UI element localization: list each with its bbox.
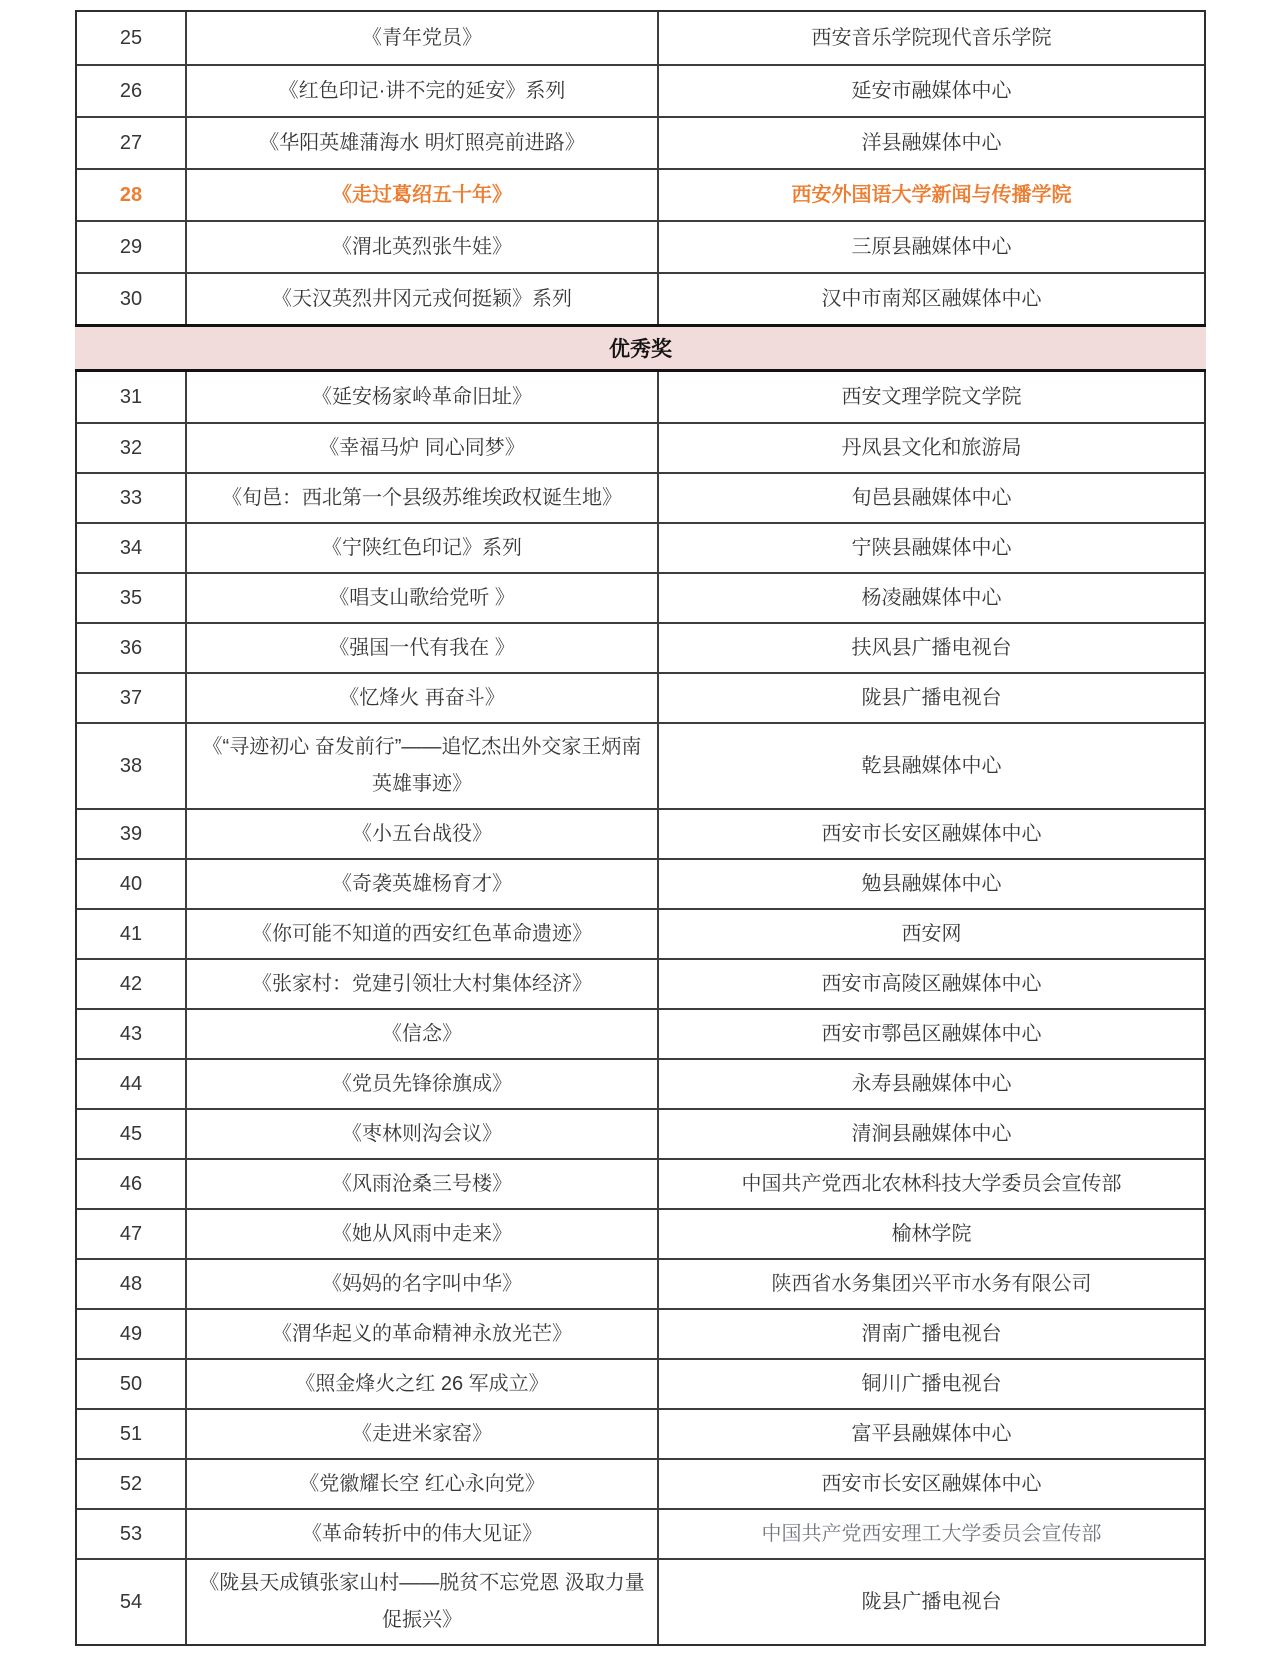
org-cell: 铜川广播电视台 — [657, 1360, 1204, 1408]
table-row — [77, 1108, 1204, 1158]
table-row — [77, 1558, 1204, 1644]
rank-cell: 52 — [119, 1472, 143, 1495]
title-cell: 《革命转折中的伟大见证》 — [185, 1510, 657, 1558]
table-row — [77, 722, 1204, 808]
org-cell: 西安市长安区融媒体中心 — [657, 1460, 1204, 1508]
table-row — [77, 12, 1204, 64]
table-row — [77, 858, 1204, 908]
table-row — [77, 1058, 1204, 1108]
title-cell: 《你可能不知道的西安红色革命遗迹》 — [185, 910, 657, 958]
table-row — [77, 116, 1204, 168]
table-row — [77, 1308, 1204, 1358]
rank-cell: 44 — [119, 1072, 143, 1095]
org-cell: 旬邑县融媒体中心 — [657, 474, 1204, 522]
org-cell: 西安网 — [657, 910, 1204, 958]
title-cell: 《幸福马炉 同心同梦》 — [185, 424, 657, 472]
rank-cell: 50 — [119, 1372, 143, 1395]
rank-cell: 29 — [119, 235, 143, 258]
org-cell: 陕西省水务集团兴平市水务有限公司 — [657, 1260, 1204, 1308]
rank-cell: 28 — [119, 183, 143, 206]
org-cell: 西安市长安区融媒体中心 — [657, 810, 1204, 858]
org-cell: 中国共产党西北农林科技大学委员会宣传部 — [657, 1160, 1204, 1208]
org-cell: 汉中市南郑区融媒体中心 — [657, 274, 1204, 324]
table-row — [77, 168, 1204, 220]
rank-cell: 45 — [119, 1122, 143, 1145]
title-cell: 《党员先锋徐旗成》 — [185, 1060, 657, 1108]
title-cell: 《枣林则沟会议》 — [185, 1110, 657, 1158]
section-header-excellence-award: 优秀奖 — [75, 324, 1206, 372]
org-cell: 中国共产党西安理工大学委员会宣传部 — [657, 1510, 1204, 1558]
title-cell: 《奇袭英雄杨育才》 — [185, 860, 657, 908]
title-cell: 《陇县天成镇张家山村——脱贫不忘党恩 汲取力量促振兴》 — [185, 1560, 657, 1644]
rank-cell: 30 — [119, 287, 143, 310]
table-row — [77, 422, 1204, 472]
rank-cell: 40 — [119, 872, 143, 895]
award-rows-excellence-section — [77, 372, 1204, 1644]
title-cell: 《小五台战役》 — [185, 810, 657, 858]
title-cell: 《旬邑：西北第一个县级苏维埃政权诞生地》 — [185, 474, 657, 522]
org-cell: 西安外国语大学新闻与传播学院 — [657, 170, 1204, 220]
table-row — [77, 958, 1204, 1008]
rank-cell: 32 — [119, 436, 143, 459]
title-cell: 《“寻迹初心 奋发前行”——追忆杰出外交家王炳南英雄事迹》 — [185, 724, 657, 808]
rank-cell: 37 — [119, 686, 143, 709]
table-row — [77, 1258, 1204, 1308]
title-cell: 《青年党员》 — [185, 12, 657, 64]
rank-cell: 46 — [119, 1172, 143, 1195]
title-cell: 《照金烽火之红 26 军成立》 — [185, 1360, 657, 1408]
table-row — [77, 1358, 1204, 1408]
award-rows-top-section — [77, 12, 1204, 324]
org-cell: 延安市融媒体中心 — [657, 66, 1204, 116]
table-row — [77, 1508, 1204, 1558]
title-cell: 《她从风雨中走来》 — [185, 1210, 657, 1258]
title-cell: 《红色印记·讲不完的延安》系列 — [185, 66, 657, 116]
rank-cell: 53 — [119, 1522, 143, 1545]
org-cell: 陇县广播电视台 — [657, 674, 1204, 722]
table-row — [77, 808, 1204, 858]
org-cell: 西安文理学院文学院 — [657, 372, 1204, 422]
rank-cell: 51 — [119, 1422, 143, 1445]
org-cell: 杨凌融媒体中心 — [657, 574, 1204, 622]
title-cell: 《渭北英烈张牛娃》 — [185, 222, 657, 272]
title-cell: 《宁陕红色印记》系列 — [185, 524, 657, 572]
title-cell: 《走过葛绍五十年》 — [185, 170, 657, 220]
title-cell: 《信念》 — [185, 1010, 657, 1058]
rank-cell: 26 — [119, 79, 143, 102]
rank-cell: 27 — [119, 131, 143, 154]
table-row — [77, 472, 1204, 522]
title-cell: 《强国一代有我在 》 — [185, 624, 657, 672]
title-cell: 《华阳英雄蒲海水 明灯照亮前进路》 — [185, 118, 657, 168]
table-row — [77, 1008, 1204, 1058]
rank-cell: 43 — [119, 1022, 143, 1045]
table-row — [77, 1458, 1204, 1508]
org-cell: 陇县广播电视台 — [657, 1560, 1204, 1644]
award-results-table — [75, 10, 1206, 1646]
title-cell: 《忆烽火 再奋斗》 — [185, 674, 657, 722]
table-row — [77, 272, 1204, 324]
table-row — [77, 672, 1204, 722]
org-cell: 洋县融媒体中心 — [657, 118, 1204, 168]
table-row — [77, 572, 1204, 622]
rank-cell: 42 — [119, 972, 143, 995]
rank-cell: 25 — [119, 26, 143, 49]
org-cell: 宁陕县融媒体中心 — [657, 524, 1204, 572]
org-cell: 永寿县融媒体中心 — [657, 1060, 1204, 1108]
rank-cell: 49 — [119, 1322, 143, 1345]
org-cell: 扶风县广播电视台 — [657, 624, 1204, 672]
org-cell: 丹凤县文化和旅游局 — [657, 424, 1204, 472]
title-cell: 《渭华起义的革命精神永放光芒》 — [185, 1310, 657, 1358]
org-cell: 西安音乐学院现代音乐学院 — [657, 12, 1204, 64]
rank-cell: 31 — [119, 385, 143, 408]
table-row — [77, 908, 1204, 958]
rank-cell: 47 — [119, 1222, 143, 1245]
title-cell: 《走进米家窑》 — [185, 1410, 657, 1458]
table-row — [77, 1208, 1204, 1258]
title-cell: 《天汉英烈井冈元戎何挺颖》系列 — [185, 274, 657, 324]
rank-cell: 38 — [119, 754, 143, 777]
table-row — [77, 220, 1204, 272]
title-cell: 《党徽耀长空 红心永向党》 — [185, 1460, 657, 1508]
table-row — [77, 622, 1204, 672]
org-cell: 清涧县融媒体中心 — [657, 1110, 1204, 1158]
org-cell: 勉县融媒体中心 — [657, 860, 1204, 908]
rank-cell: 39 — [119, 822, 143, 845]
org-cell: 三原县融媒体中心 — [657, 222, 1204, 272]
title-cell: 《风雨沧桑三号楼》 — [185, 1160, 657, 1208]
rank-cell: 41 — [119, 922, 143, 945]
title-cell: 《妈妈的名字叫中华》 — [185, 1260, 657, 1308]
title-cell: 《延安杨家岭革命旧址》 — [185, 372, 657, 422]
rank-cell: 48 — [119, 1272, 143, 1295]
org-cell: 渭南广播电视台 — [657, 1310, 1204, 1358]
title-cell: 《唱支山歌给党听 》 — [185, 574, 657, 622]
rank-cell: 34 — [119, 536, 143, 559]
title-cell: 《张家村：党建引领壮大村集体经济》 — [185, 960, 657, 1008]
org-cell: 榆林学院 — [657, 1210, 1204, 1258]
table-row — [77, 64, 1204, 116]
org-cell: 乾县融媒体中心 — [657, 724, 1204, 808]
rank-cell: 33 — [119, 486, 143, 509]
rank-cell: 36 — [119, 636, 143, 659]
table-row — [77, 372, 1204, 422]
rank-cell: 35 — [119, 586, 143, 609]
rank-cell: 54 — [119, 1590, 143, 1613]
org-cell: 富平县融媒体中心 — [657, 1410, 1204, 1458]
table-row — [77, 1158, 1204, 1208]
org-cell: 西安市高陵区融媒体中心 — [657, 960, 1204, 1008]
table-row — [77, 1408, 1204, 1458]
table-row — [77, 522, 1204, 572]
org-cell: 西安市鄠邑区融媒体中心 — [657, 1010, 1204, 1058]
